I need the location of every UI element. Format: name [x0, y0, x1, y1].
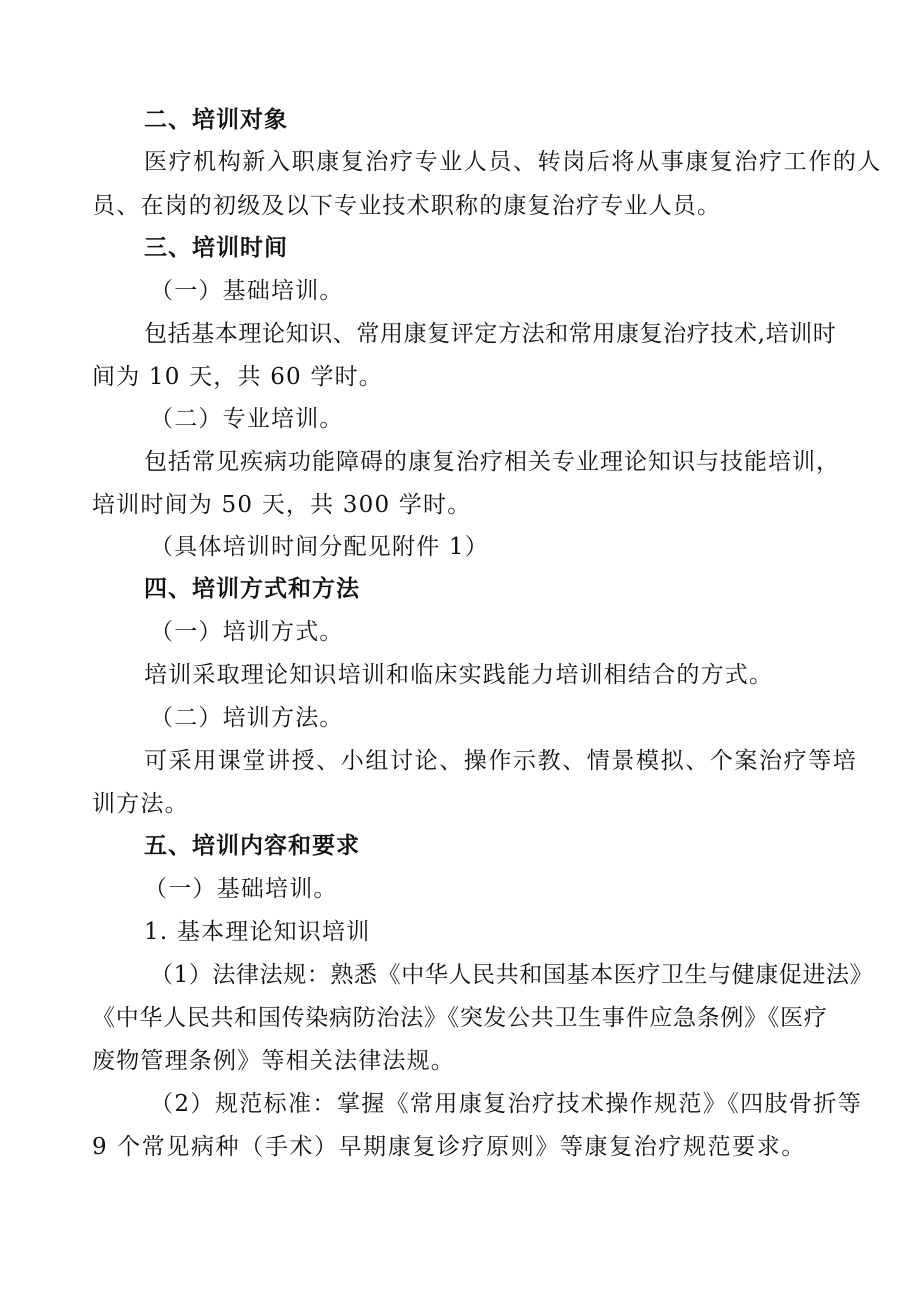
section-heading-training-methods: 四、培训方式和方法: [144, 576, 360, 602]
section-heading-training-content: 五、培训内容和要求: [144, 833, 360, 859]
paragraph-line: 培训时间为 50 天，共 300 学时。: [92, 492, 472, 518]
paragraph-line: （1）法律法规：熟悉《中华人民共和国基本医疗卫生与健康促进法》: [150, 962, 874, 988]
paragraph-line: 间为 10 天，共 60 学时。: [92, 364, 383, 390]
paragraph-line: （2）规范标准：掌握《常用康复治疗技术操作规范》《四肢骨折等: [150, 1091, 863, 1117]
paragraph-line: 废物管理条例》等相关法律法规。: [92, 1048, 455, 1074]
subheading-training-mode: （一）培训方式。: [150, 619, 344, 645]
paragraph-line: 可采用课堂讲授、小组讨论、操作示教、情景模拟、个案治疗等培: [144, 748, 858, 774]
subheading-professional-training: （二）专业培训。: [150, 406, 344, 432]
paragraph-line: 训方法。: [92, 791, 189, 817]
paragraph-line: 包括基本理论知识、常用康复评定方法和常用康复治疗技术,培训时: [144, 321, 837, 347]
paragraph-line: 医疗机构新入职康复治疗专业人员、转岗后将从事康复治疗工作的人: [144, 149, 882, 175]
paragraph-line: 9 个常见病种（手术）早期康复诊疗原则》等康复治疗规范要求。: [92, 1134, 806, 1160]
note-appendix: （具体培训时间分配见附件 1）: [150, 534, 489, 560]
subheading-basic-training: （一）基础培训。: [150, 278, 344, 304]
item-basic-theory: 1. 基本理论知识培训: [144, 919, 371, 945]
section-heading-training-time: 三、培训时间: [144, 235, 288, 261]
subheading-basic-training-content: （一）基础培训。: [144, 876, 338, 902]
paragraph-line: 包括常见疾病功能障碍的康复治疗相关专业理论知识与技能培训，: [144, 449, 840, 475]
paragraph-line: 培训采取理论知识培训和临床实践能力培训相结合的方式。: [144, 662, 774, 688]
section-heading-training-target: 二、培训对象: [144, 107, 288, 133]
paragraph-line: 《中华人民共和国传染病防治法》《突发公共卫生事件应急条例》《医疗: [92, 1005, 828, 1031]
paragraph-line: 员、在岗的初级及以下专业技术职称的康复治疗专业人员。: [92, 193, 722, 219]
subheading-training-method: （二）培训方法。: [150, 705, 344, 731]
